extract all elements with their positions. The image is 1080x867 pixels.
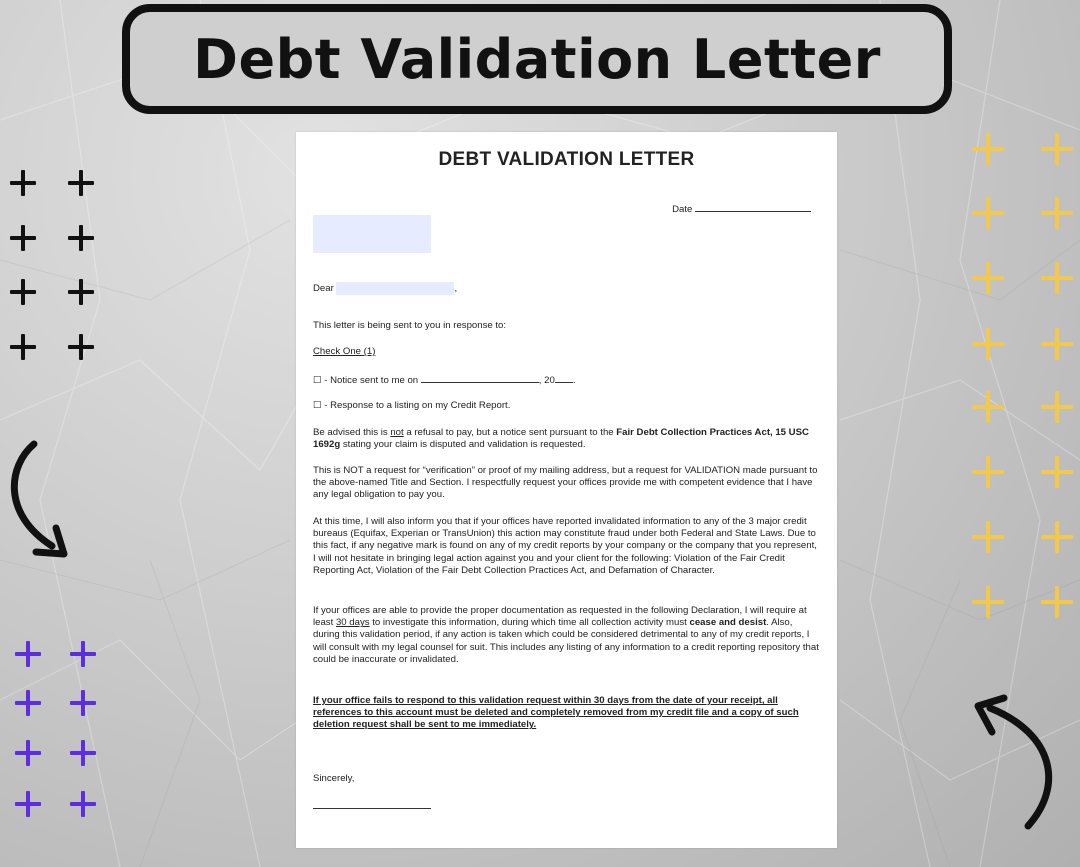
plus-icon (972, 328, 1004, 360)
paragraph-not-verification: This is NOT a request for “verification” or proof of my mailing address, but a request for VALIDATION made pursuant to the above-named Title and Section. I respectfully request your offices provide me with competent evidence that I have any legal obligation to pay you. (313, 465, 818, 501)
plus-icon (68, 225, 94, 251)
p1-text-b: a refusal to pay, but a notice sent pursuant to the (403, 427, 617, 438)
salutation-text: Dear (313, 283, 334, 295)
option-notice (313, 373, 819, 387)
signature-line[interactable] (313, 808, 431, 809)
plus-icon (68, 170, 94, 196)
plus-icon (972, 197, 1004, 229)
recipient-address-field[interactable] (313, 215, 431, 253)
recipient-name-field[interactable] (336, 282, 454, 295)
plus-icon (1041, 133, 1073, 165)
date-row (672, 202, 811, 216)
paragraph-advised (313, 427, 819, 451)
plus-icon (1041, 456, 1073, 488)
date-field[interactable] (695, 202, 811, 212)
paragraph-deadline: If your office fails to respond to this validation request within 30 days from the date of your receipt, all references to this account must be deleted and completely removed from my credit file and a copy of such deletion request shall be sent to me immediately. (313, 695, 799, 731)
p1-not: not (390, 427, 404, 438)
plus-icon (1041, 586, 1073, 618)
paragraph-documentation (313, 605, 819, 666)
intro-text: This letter is being sent to you in response to: (313, 320, 507, 331)
p1-text-c: stating your claim is disputed and validation is requested. (340, 439, 586, 451)
plus-icon (1041, 521, 1073, 553)
closing: Sincerely, (313, 773, 355, 784)
banner-title: Debt Validation Letter (193, 27, 881, 91)
p1-text-a: Be advised this is (313, 427, 391, 438)
option-notice-end: . (572, 375, 576, 386)
option-notice-checkbox[interactable]: ☐ - Notice sent to me on (313, 375, 419, 386)
plus-icon (70, 641, 96, 667)
p1-act: Fair Debt Collection Practices Act, 15 USC 1692g (313, 427, 809, 451)
curved-arrow-icon (0, 440, 80, 565)
p4-days: 30 days (335, 617, 370, 629)
notice-date-field[interactable] (421, 373, 539, 383)
plus-icon (1041, 197, 1073, 229)
option-credit-report[interactable]: ☐ - Response to a listing on my Credit Report. (313, 400, 511, 411)
plus-icon (15, 690, 41, 716)
salutation-comma: , (454, 283, 458, 295)
plus-icon (10, 170, 36, 196)
option-notice-year: , 20 (538, 375, 555, 386)
plus-icon (1041, 328, 1073, 360)
plus-icon (68, 334, 94, 360)
letter-document (296, 132, 837, 848)
p4-text-a: If your offices are able to provide the proper documentation as requested in the following Declaration, I will require at least (313, 605, 807, 629)
plus-icon (10, 334, 36, 360)
plus-icon (10, 279, 36, 305)
plus-icon (15, 641, 41, 667)
check-one-label: Check One (1) (313, 346, 376, 357)
plus-icon (1041, 391, 1073, 423)
p4-text-c: . Also, during this validation period, if any action is taken which could be considered detrimental to any of my credit reports, I will consult with my legal counsel for suit. This includes any listing of any information to a credit reporting repository that could be inaccurate or invalidated. (313, 617, 819, 665)
plus-icon (15, 791, 41, 817)
notice-year-field[interactable] (555, 373, 573, 383)
p4-cease: cease and desist (689, 617, 767, 629)
plus-icon (972, 456, 1004, 488)
p4-text-b: to investigate this information, during which time all collection activity must (369, 617, 690, 629)
plus-icon (10, 225, 36, 251)
letter-title: DEBT VALIDATION LETTER (438, 149, 695, 170)
plus-icon (70, 740, 96, 766)
plus-icon (972, 586, 1004, 618)
plus-icon (70, 791, 96, 817)
plus-icon (15, 740, 41, 766)
paragraph-credit-bureaus: At this time, I will also inform you that if your offices have reported invalidated information to any of the 3 major credit bureaus (Equifax, Experian or TransUnion) this action may constitute fraud under both Federal and State Laws. Due to this fact, if any negative mark is found on any of my credit reports by your company or the company that you represent, I will not hesitate in bringing legal action against you and your client for the following: Violation of the Fair Credit Reporting Act, Violation of the Fair Debt Collection Practices Act, and Defamation of Character. (313, 516, 817, 576)
plus-icon (972, 262, 1004, 294)
title-banner (122, 4, 952, 114)
plus-icon (972, 521, 1004, 553)
plus-icon (70, 690, 96, 716)
curved-arrow-icon (970, 690, 1065, 835)
plus-icon (1041, 262, 1073, 294)
date-label: Date (672, 204, 693, 215)
plus-icon (972, 391, 1004, 423)
plus-icon (68, 279, 94, 305)
salutation (313, 282, 819, 295)
plus-icon (972, 133, 1004, 165)
